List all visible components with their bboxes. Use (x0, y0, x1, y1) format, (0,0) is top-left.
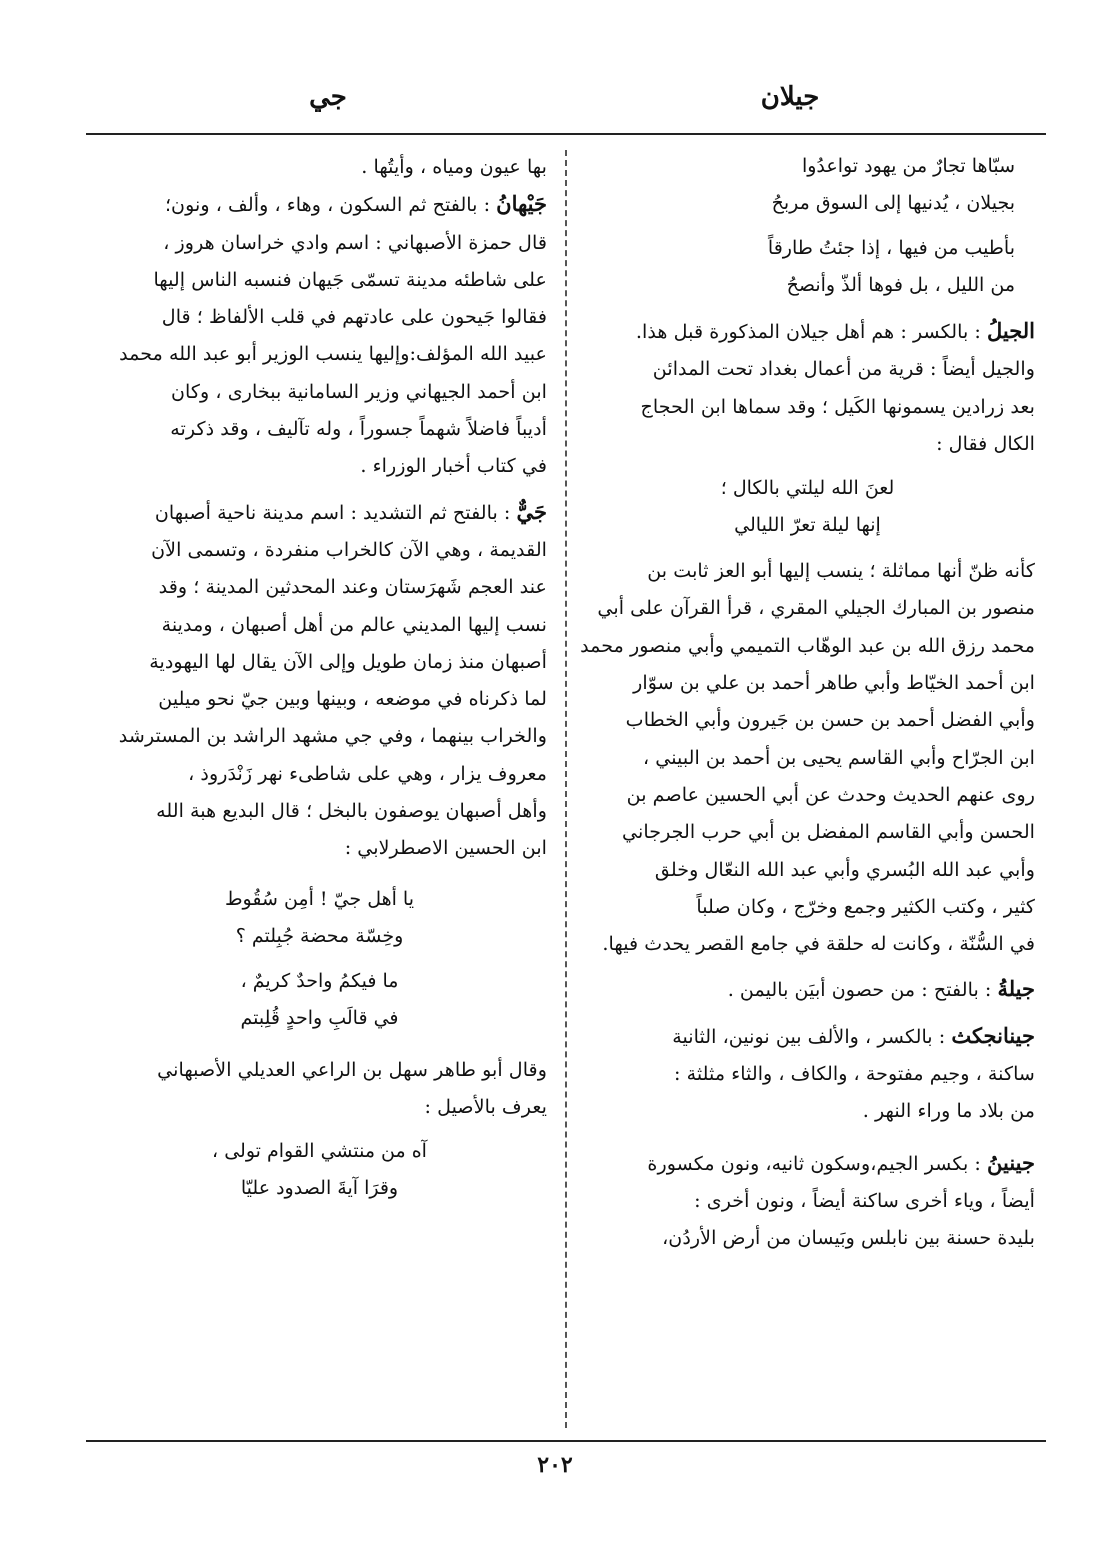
entry-line: يعرف بالأصيل : (424, 1094, 547, 1118)
entry-text: : بالفتح ثم السكون ، وهاء ، وألف ، ونون؛ (164, 193, 491, 217)
entry-line: معروف يزار ، وهي على شاطىء نهر زَنْدَروذ ، (188, 761, 547, 785)
entry-jeehan (92, 185, 547, 223)
poem-line: وقرَا آيةَ الصدود عليّا (240, 1177, 399, 1200)
poem-line: بأطيب من فيها ، إذا جئتُ طارقاً (767, 237, 1015, 259)
entry-line: وأبي عبد الله البُسري وأبي عبد الله النعّال وخلق (654, 857, 1035, 881)
entry-text: : بالكسر ، والألف بين نونين، الثانية (672, 1024, 946, 1048)
poem-line: آه من منتشي القوام تولى ، (212, 1140, 427, 1163)
entry-term: جيلةُ (997, 976, 1035, 1002)
entry-line: ابن أحمد الخيّاط وأبي طاهر أحمد بن علي بن سوّار (633, 671, 1035, 695)
entry-line: وقال أبو طاهر سهل بن الراعي العديلي الأصبهاني (157, 1057, 547, 1081)
entry-line: كثير ، وكتب الكثير وجمع وخرّج ، وكان صلباً (696, 894, 1035, 918)
poem-line: يا أهل جيّ ! أمِن سُقُوط (224, 887, 415, 910)
entry-line: ابن الحسين الاصطرلابي : (344, 836, 547, 860)
entry-line: في السُّنّة ، وكانت له حلقة في جامع القصر يحدث فيها. (602, 932, 1035, 956)
entry-text: : بالفتح ثم التشديد : اسم مدينة ناحية أصبهان (154, 500, 511, 524)
entry-term: جينينُ (987, 1149, 1035, 1175)
poem-line: لعنَ الله ليلتي بالكال ؛ (720, 477, 895, 500)
entry-text: : بالفتح : من حصون أبيَن باليمن . (727, 978, 992, 1002)
entry-line: والجيل أيضاً : قرية من أعمال بغداد تحت المدائن (652, 357, 1035, 381)
entry-jeel (580, 312, 1035, 350)
entry-line: بعد زرادين يسمونها الكَيل ؛ وقد سماها ابن الحجاج (640, 394, 1035, 418)
poem-line: بجيلان ، يُدنيها إلى السوق مربحُ (771, 192, 1015, 214)
entry-line: عند العجم شَهرَستان وعند المحدثين المدينة ؛ وقد (158, 575, 547, 599)
entry-line: أصبهان منذ زمان طويل وإلى الآن يقال لها اليهودية (149, 649, 547, 673)
running-header-right: جيلان (760, 82, 820, 112)
poem-line: إنها ليلة تعرّ الليالي (734, 514, 881, 537)
page-number: ٢٠٢ (537, 1452, 573, 1478)
entry-line: وأهل أصبهان يوصفون بالبخل ؛ قال البديع هبة الله (156, 799, 547, 823)
entry-term: جينانجكث (951, 1022, 1035, 1048)
entry-line: الحسن وأبي القاسم المفضل بن أبي حرب الجرجاني (622, 820, 1035, 844)
entry-line: روى عنهم الحديث وحدث عن أبي الحسين عاصم بن (626, 782, 1035, 806)
entry-jeela (580, 970, 1035, 1008)
entry-line: ابن أحمد الجيهاني وزير السامانية ببخارى ، وكان (170, 379, 547, 403)
left-column (92, 148, 547, 1207)
running-header-left: جي (309, 82, 347, 112)
footer-rule (86, 1440, 1046, 1442)
entry-line: فقالوا جَيحون على عادتهم في قلب الألفاظ ؛ قال (161, 305, 547, 329)
entry-line: الكال فقال : (936, 431, 1035, 455)
column-divider (565, 150, 567, 1428)
entry-line: أديباً فاضلاً شهماً جسوراً ، وله تآليف ، وقد ذكرته (170, 417, 547, 441)
entry-line: القديمة ، وهي الآن كالخراب منفردة ، وتسمى الآن (151, 537, 547, 561)
entry-term: جَيٌّ (516, 498, 547, 524)
poem-line: من الليل ، بل فوها ألذّ وأنصحُ (786, 274, 1015, 296)
entry-line: أيضاً ، وياء أخرى ساكنة أيضاً ، ونون أخرى : (694, 1188, 1035, 1212)
right-column (580, 148, 1035, 1257)
entry-term: جَيْهانُ (496, 191, 547, 217)
entry-term: الجيلُ (986, 318, 1035, 343)
entry-line: محمد رزق الله بن عبد الوهّاب التميمي وأبي منصور محمد (580, 633, 1035, 657)
entry-line: ساكنة ، وجيم مفتوحة ، والكاف ، والثاء مثلثة : (674, 1062, 1035, 1086)
poem-line: في قالَبِ واحدٍ قُلِبتم (240, 1006, 399, 1029)
entry-text: : بالكسر : هم أهل جيلان المذكورة قبل هذا. (635, 320, 981, 343)
entry-line: منصور بن المبارك الجيلي المقري ، قرأ القرآن على أبي (597, 596, 1035, 620)
entry-line: في كتاب أخبار الوزراء . (360, 454, 547, 478)
entry-line: نسب إليها المديني عالم من أهل أصبهان ، ومدينة (161, 612, 547, 636)
entry-jay (92, 493, 547, 531)
entry-line: لما ذكرناه في موضعه ، وبينها وبين جيّ نحو ميلين (158, 687, 547, 711)
entry-line: والخراب بينهما ، وفي جي مشهد الراشد بن المسترشد (118, 724, 547, 748)
poem-line: سبّاها تجارٌ من يهود تواعدُوا (801, 155, 1015, 177)
entry-line: قال حمزة الأصبهاني : اسم وادي خراسان هروز ، (163, 230, 547, 254)
entry-jeenin (580, 1144, 1035, 1182)
header-rule (86, 133, 1046, 135)
poem-line: وخِسّة محضة جُبِلتم ؟ (235, 924, 404, 947)
entry-line: كأنه ظنّ أنها مماثلة ؛ ينسب إليها أبو العز ثابت بن (647, 559, 1035, 583)
entry-line: من بلاد ما وراء النهر . (862, 1099, 1035, 1123)
entry-line: عبيد الله المؤلف:وإليها ينسب الوزير أبو عبد الله محمد (119, 342, 547, 366)
poem-line: ما فيكمُ واحدٌ كريمٌ ، (240, 969, 399, 992)
entry-line: بها عيون ومياه ، وأيتُها . (361, 155, 547, 178)
entry-line: وأبي الفضل أحمد بن حسن بن جَيرون وأبي الخطاب (625, 708, 1035, 732)
entry-line: على شاطئه مدينة تسمّى جَيهان فنسبه الناس إليها (153, 267, 547, 291)
entry-text: : بكسر الجيم،وسكون ثانيه، ونون مكسورة (647, 1151, 981, 1175)
entry-line: ابن الجرّاح وأبي القاسم يحيى بن أحمد بن البيني ، (642, 745, 1035, 769)
entry-jeenanjakt (580, 1017, 1035, 1055)
entry-line: بليدة حسنة بين نابلس وبَيسان من أرض الأردُن، (662, 1226, 1035, 1250)
